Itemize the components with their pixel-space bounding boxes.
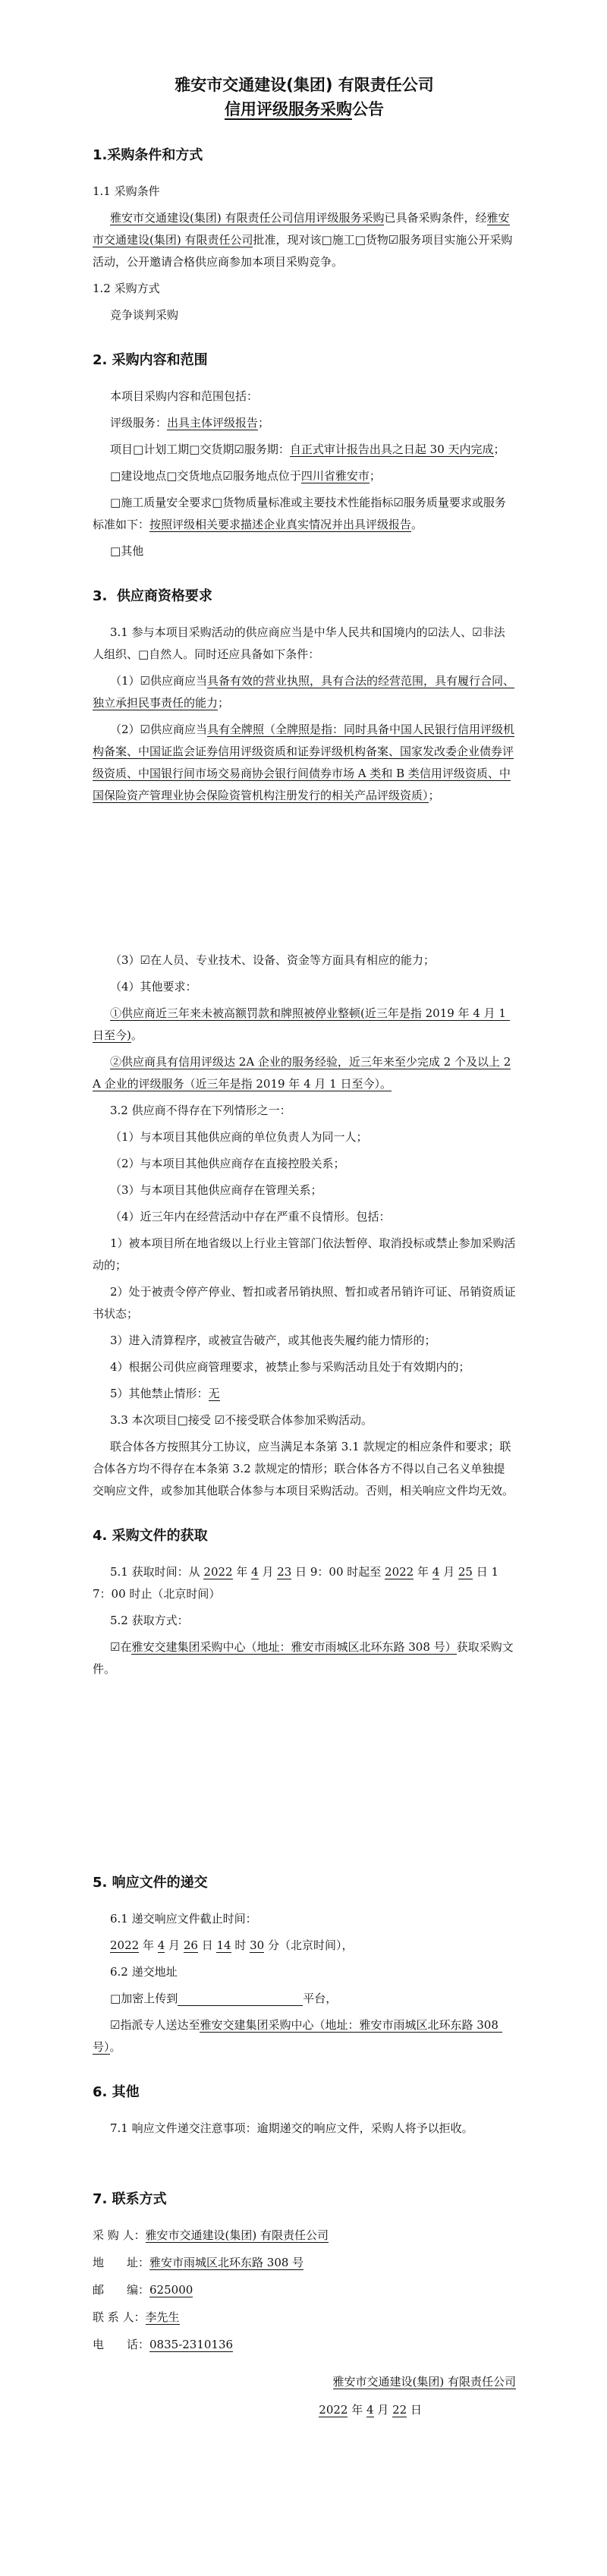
clause-3-3: [93, 1409, 516, 1431]
text-run: 交货地点: [177, 469, 223, 483]
checkbox-checked-icon: ☑: [214, 1413, 225, 1427]
clause-3-2-item-4-sub4: [93, 1356, 516, 1378]
text-run: 竞争谈判采购: [110, 308, 179, 322]
text-run: 。: [131, 1028, 143, 1042]
clause-3-3-consortium: [93, 1436, 516, 1502]
checkbox-checked-icon: ☑: [140, 953, 150, 967]
checkbox-unchecked-icon: □: [133, 442, 144, 456]
text-run: ；: [493, 442, 505, 456]
text-run: 3.2 供应商不得存在下列情形之一：: [110, 1104, 291, 1117]
text-run: 4: [251, 1565, 259, 1579]
contact-postcode: [93, 2279, 516, 2301]
text-run: 5. 响应文件的递交: [93, 1875, 208, 1891]
clause-6-2-delivery: [93, 2014, 516, 2058]
text-run: 平台，: [303, 1992, 338, 2005]
text-run: 雅安市交通建设(集团) 有限责任公司: [175, 76, 434, 94]
text-run: 计划工期: [143, 442, 190, 456]
text-run: 25: [458, 1565, 473, 1579]
text-run: 3. 供应商资格要求: [93, 588, 212, 604]
text-run: 时: [231, 1938, 250, 1952]
text-run: 月: [165, 1938, 184, 1952]
text-run: 服务地点位于: [232, 469, 301, 483]
text-run: 施工: [332, 233, 355, 247]
text-run: 雅安交建集团采购中心（地址：雅安市雨城区北环东路 308 号）: [131, 1640, 457, 1654]
text-run: 雅安市交通建设(集团) 有限责任公司: [332, 2375, 516, 2389]
checkbox-unchecked-icon: □: [110, 496, 121, 509]
text-run: 日: [197, 1938, 217, 1952]
text-run: 施工质量安全要求: [121, 496, 212, 509]
clause-3-1-item-2: [93, 719, 516, 807]
text-run: 加密上传到: [121, 1992, 178, 2005]
text-run: 4: [157, 1938, 165, 1952]
text-run: 指派专人送达至: [120, 2018, 200, 2032]
clause-5-1: [93, 1561, 516, 1605]
text-run: 3.1 参与本项目采购活动的供应商应当是中华人民共和国境内的: [110, 625, 428, 639]
text-run: 4. 采购文件的获取: [93, 1528, 208, 1544]
text-run: 采 购 人：: [93, 2228, 146, 2242]
text-run: 服务质量要求或服务标准如下：: [93, 496, 506, 531]
clause-2-location: [93, 465, 516, 487]
text-run: ；: [218, 696, 230, 710]
text-run: ；: [258, 416, 270, 430]
clause-3-2-item-4: [93, 1206, 516, 1228]
doc-page-2: [93, 949, 516, 1680]
clause-2-service: [93, 412, 516, 434]
clause-6-2: [93, 1961, 516, 1983]
text-run: 26: [183, 1938, 198, 1952]
clause-2-other: [93, 540, 516, 562]
text-run: 。: [411, 518, 423, 531]
checkbox-checked-icon: ☑: [110, 1640, 121, 1654]
text-run: 自正式审计报告出具之日起 30 天内完成: [289, 442, 494, 456]
text-run: 非法人组织、: [93, 625, 505, 661]
text-run: 3.3 本次项目: [110, 1413, 178, 1427]
text-run: 批准，现对该: [253, 233, 322, 247]
clause-2-intro: [93, 386, 516, 408]
clause-1-2-text: [93, 304, 516, 326]
clause-3-1-item-4-sub1: [93, 1003, 516, 1047]
text-run: 625000: [149, 2283, 193, 2297]
text-run: 邮 编：: [93, 2283, 150, 2297]
text-run: 4）根据公司供应商管理要求，被禁止参与采购活动且处于有效期内的；: [110, 1360, 470, 1374]
text-run: ②供应商具有信用评级达 2A 企业的服务经验，近三年来至少完成 2 个及以上 2A 企业的评级服务（近三年是指 2019 年 4 月 1 日至今）。: [93, 1055, 511, 1091]
text-run: 5.1 获取时间：从: [110, 1565, 204, 1579]
section-2-heading: [93, 349, 516, 372]
clause-3-2-item-3: [93, 1179, 516, 1201]
text-run: 建设地点: [121, 469, 167, 483]
text-run: 年: [348, 2403, 367, 2417]
checkbox-unchecked-icon: □: [321, 233, 332, 247]
clause-3-2-item-4-sub2: [93, 1281, 516, 1325]
checkbox-checked-icon: ☑: [110, 2018, 121, 2032]
checkbox-unchecked-icon: □: [110, 1992, 121, 2005]
text-run: 接受: [187, 1413, 215, 1427]
clause-3-2-item-2: [93, 1153, 516, 1175]
text-run: 无: [208, 1387, 220, 1400]
clause-3-1-item-4: [93, 976, 516, 998]
text-run: 具备有效的营业执照，具有合法的经营范围，具有履行合同、独立承担民事责任的能力: [93, 674, 515, 710]
text-run: 5.2 获取方式：: [110, 1614, 189, 1627]
text-run: 公告: [352, 100, 384, 118]
text-run: 。: [109, 2040, 121, 2054]
checkbox-checked-icon: ☑: [393, 496, 404, 509]
clause-6-1: [93, 1908, 516, 1930]
fill-in-blank-line: [178, 1992, 303, 2006]
clause-3-1-item-1: [93, 670, 516, 714]
doc-title-line1: [93, 73, 516, 97]
text-run: 获取采购文件。: [93, 1640, 514, 1676]
checkbox-unchecked-icon: □: [166, 469, 178, 483]
text-run: 2022: [385, 1565, 414, 1579]
signature-date: [93, 2399, 516, 2421]
text-run: 1）被本项目所在地省级以上行业主管部门依法暂停、取消投标或禁止参加采购活动的；: [93, 1236, 516, 1272]
text-run: 1.2 采购方式: [93, 282, 160, 295]
text-run: （2）与本项目其他供应商存在直接控股关系；: [110, 1157, 345, 1170]
text-run: 2. 采购内容和范围: [93, 352, 208, 368]
text-run: （1）与本项目其他供应商的单位负责人为同一人；: [110, 1130, 368, 1144]
text-run: 日 9：00 时起至: [291, 1565, 385, 1579]
text-run: 评级服务：: [110, 416, 168, 430]
text-run: 日 17：00 时止（北京时间）: [93, 1565, 499, 1601]
text-run: 14: [216, 1938, 231, 1952]
contact-person: [93, 2307, 516, 2329]
text-run: 其他: [121, 544, 144, 558]
text-run: 1.采购条件和方式: [93, 147, 203, 163]
checkbox-unchecked-icon: □: [110, 544, 121, 558]
text-run: 3）进入清算程序，或被宣告破产，或其他丧失履约能力情形的；: [110, 1334, 436, 1347]
clause-5-2: [93, 1610, 516, 1632]
text-run: （2）: [110, 723, 140, 736]
clause-3-1-item-3: [93, 949, 516, 972]
text-run: 4: [366, 2403, 374, 2417]
checkbox-checked-icon: ☑: [427, 625, 439, 639]
text-run: 已具备采购条件，经: [384, 211, 487, 225]
section-7-heading: [93, 2188, 516, 2211]
clause-3-2: [93, 1100, 516, 1122]
text-run: 货物: [365, 233, 388, 247]
clause-3-2-item-1: [93, 1126, 516, 1148]
text-run: 月: [439, 1565, 458, 1579]
doc-page-3: [93, 1872, 516, 2421]
text-run: 服务项目实施公开采购活动，公开邀请合格供应商参加本项目采购竞争。: [93, 233, 513, 269]
text-run: 雅安市交通建设(集团) 有限责任公司信用评级服务采购: [110, 211, 385, 225]
text-run: 四川省雅安市: [300, 469, 370, 483]
doc-page-1: [93, 73, 516, 807]
doc-title-line2: [93, 97, 516, 121]
text-run: （4）近三年内在经营活动中存在严重不良情形。包括：: [110, 1210, 391, 1223]
checkbox-checked-icon: ☑: [388, 233, 399, 247]
text-run: 项目: [110, 442, 134, 456]
text-run: 不接受联合体参加采购活动。: [225, 1413, 373, 1427]
text-run: 年: [414, 1565, 432, 1579]
text-run: 出具主体评级报告: [167, 416, 259, 430]
text-run: 30: [250, 1938, 265, 1952]
checkbox-unchecked-icon: □: [110, 469, 121, 483]
text-run: 年: [139, 1938, 158, 1952]
text-run: 服务期：: [244, 442, 290, 456]
text-run: 23: [277, 1565, 292, 1579]
contact-phone: [93, 2334, 516, 2356]
section-3-heading: [93, 585, 516, 608]
text-run: 在: [120, 1640, 132, 1654]
text-run: 具有全牌照（全牌照是指：同时具备中国人民银行信用评级机构备案、中国证监会证券信用评级资质和证券评级机构备案、国家发改委企业债券评级资质、中国银行间市场交易商协会银行间债券市场 A 类和 B 类信用评级资质、中国保险资产管理业协会保险资管机构注册发行的相关产品评级资质）: [93, 723, 515, 802]
text-run: 2022: [110, 1938, 140, 1952]
text-run: 分（北京时间），: [264, 1938, 354, 1952]
text-run: 7. 联系方式: [93, 2191, 167, 2207]
text-run: 货物质量标准或主要技术性能指标: [222, 496, 394, 509]
checkbox-checked-icon: ☑: [234, 442, 244, 456]
section-1-heading: [93, 144, 516, 167]
text-run: ①供应商近三年来未被高额罚款和牌照被停业整顿(近三年是指 2019 年 4 月 1 日至今): [93, 1006, 510, 1042]
text-run: 自然人。同时还应具备如下条件：: [149, 647, 320, 661]
contact-purchaser: [93, 2225, 516, 2247]
text-run: 年: [232, 1565, 252, 1579]
checkbox-checked-icon: ☑: [222, 469, 233, 483]
text-run: 7.1 响应文件递交注意事项：逾期递交的响应文件，采购人将予以拒收。: [110, 2121, 473, 2135]
text-run: 信用评级服务采购: [225, 100, 352, 118]
text-run: 22: [392, 2403, 407, 2417]
text-run: 6. 其他: [93, 2084, 140, 2100]
checkbox-unchecked-icon: □: [189, 442, 200, 456]
text-run: 5）其他禁止情形：: [110, 1387, 209, 1400]
clause-6-2-upload: [93, 1988, 516, 2010]
text-run: 在人员、专业技术、设备、资金等方面具有相应的能力；: [150, 953, 436, 967]
text-run: （4）其他要求：: [110, 980, 197, 994]
clause-2-quality: [93, 492, 516, 536]
text-run: 联合体各方按照其分工协议，应当满足本条第 3.1 款规定的相应条件和要求；联合体各方均不得存在本条第 3.2 款规定的情形；联合体各方不得以自己名义单独提交响应文件，或参加其他联合体参与本项目采购活动。否则，相关响应文件均无效。: [93, 1440, 514, 1497]
text-run: 电 话：: [93, 2338, 150, 2351]
text-run: 雅安市交通建设(集团) 有限责任公司: [93, 211, 510, 247]
text-run: 日: [407, 2403, 422, 2417]
text-run: 雅安交建集团采购中心（地址：雅安市雨城区北环东路 308 号）: [93, 2018, 502, 2054]
text-run: 雅安市雨城区北环东路 308 号: [149, 2256, 304, 2269]
text-run: ；: [369, 469, 381, 483]
text-run: 6.1 递交响应文件截止时间：: [110, 1912, 257, 1926]
text-run: ；: [428, 789, 440, 802]
clause-1-1-label: [93, 181, 516, 203]
clause-2-period: [93, 439, 516, 461]
text-run: 按照评级相关要求描述企业真实情况并出具评级报告: [149, 518, 412, 531]
text-run: 联 系 人：: [93, 2310, 146, 2324]
section-4-heading: [93, 1525, 516, 1548]
text-run: （1）: [110, 674, 140, 688]
clause-5-2-method: [93, 1636, 516, 1680]
text-run: 供应商应当: [150, 674, 208, 688]
checkbox-unchecked-icon: □: [177, 1413, 188, 1427]
text-run: 本项目采购内容和范围包括：: [110, 389, 259, 403]
text-run: 供应商应当: [150, 723, 208, 736]
text-run: 0835-2310136: [149, 2338, 234, 2351]
text-run: 李先生: [145, 2310, 180, 2324]
checkbox-checked-icon: ☑: [140, 723, 150, 736]
text-run: （3）: [110, 953, 140, 967]
text-run: 2022: [203, 1565, 233, 1579]
text-run: 4: [432, 1565, 440, 1579]
text-run: 6.2 递交地址: [110, 1965, 178, 1979]
clause-3-2-item-4-sub5: [93, 1383, 516, 1405]
checkbox-unchecked-icon: □: [212, 496, 223, 509]
text-run: 雅安市交通建设(集团) 有限责任公司: [145, 2228, 329, 2242]
contact-address: [93, 2252, 516, 2274]
text-run: 2022: [319, 2403, 348, 2417]
clause-7-1: [93, 2118, 516, 2140]
section-6-heading: [93, 2081, 516, 2104]
text-run: （3）与本项目其他供应商存在管理关系；: [110, 1183, 322, 1197]
text-run: 法人、: [438, 625, 473, 639]
clause-6-1-deadline: [93, 1935, 516, 1957]
checkbox-checked-icon: ☑: [472, 625, 483, 639]
clause-3-1: [93, 622, 516, 666]
text-run: 月: [373, 2403, 393, 2417]
clause-1-2-label: [93, 278, 516, 300]
clause-3-1-item-4-sub2: [93, 1051, 516, 1095]
text-run: 月: [258, 1565, 278, 1579]
section-5-heading: [93, 1872, 516, 1894]
checkbox-unchecked-icon: □: [138, 647, 149, 661]
clause-3-2-item-4-sub1: [93, 1233, 516, 1277]
clause-3-2-item-4-sub3: [93, 1330, 516, 1352]
checkbox-unchecked-icon: □: [354, 233, 366, 247]
text-run: 地 址：: [93, 2256, 150, 2269]
text-run: 交货期: [200, 442, 234, 456]
signature-company: [93, 2371, 516, 2393]
text-run: 1.1 采购条件: [93, 184, 160, 198]
text-run: 2）处于被责令停产停业、暂扣或者吊销执照、暂扣或者吊销许可证、吊销资质证书状态；: [93, 1285, 516, 1321]
clause-1-1-text: [93, 207, 516, 273]
checkbox-checked-icon: ☑: [140, 674, 150, 688]
